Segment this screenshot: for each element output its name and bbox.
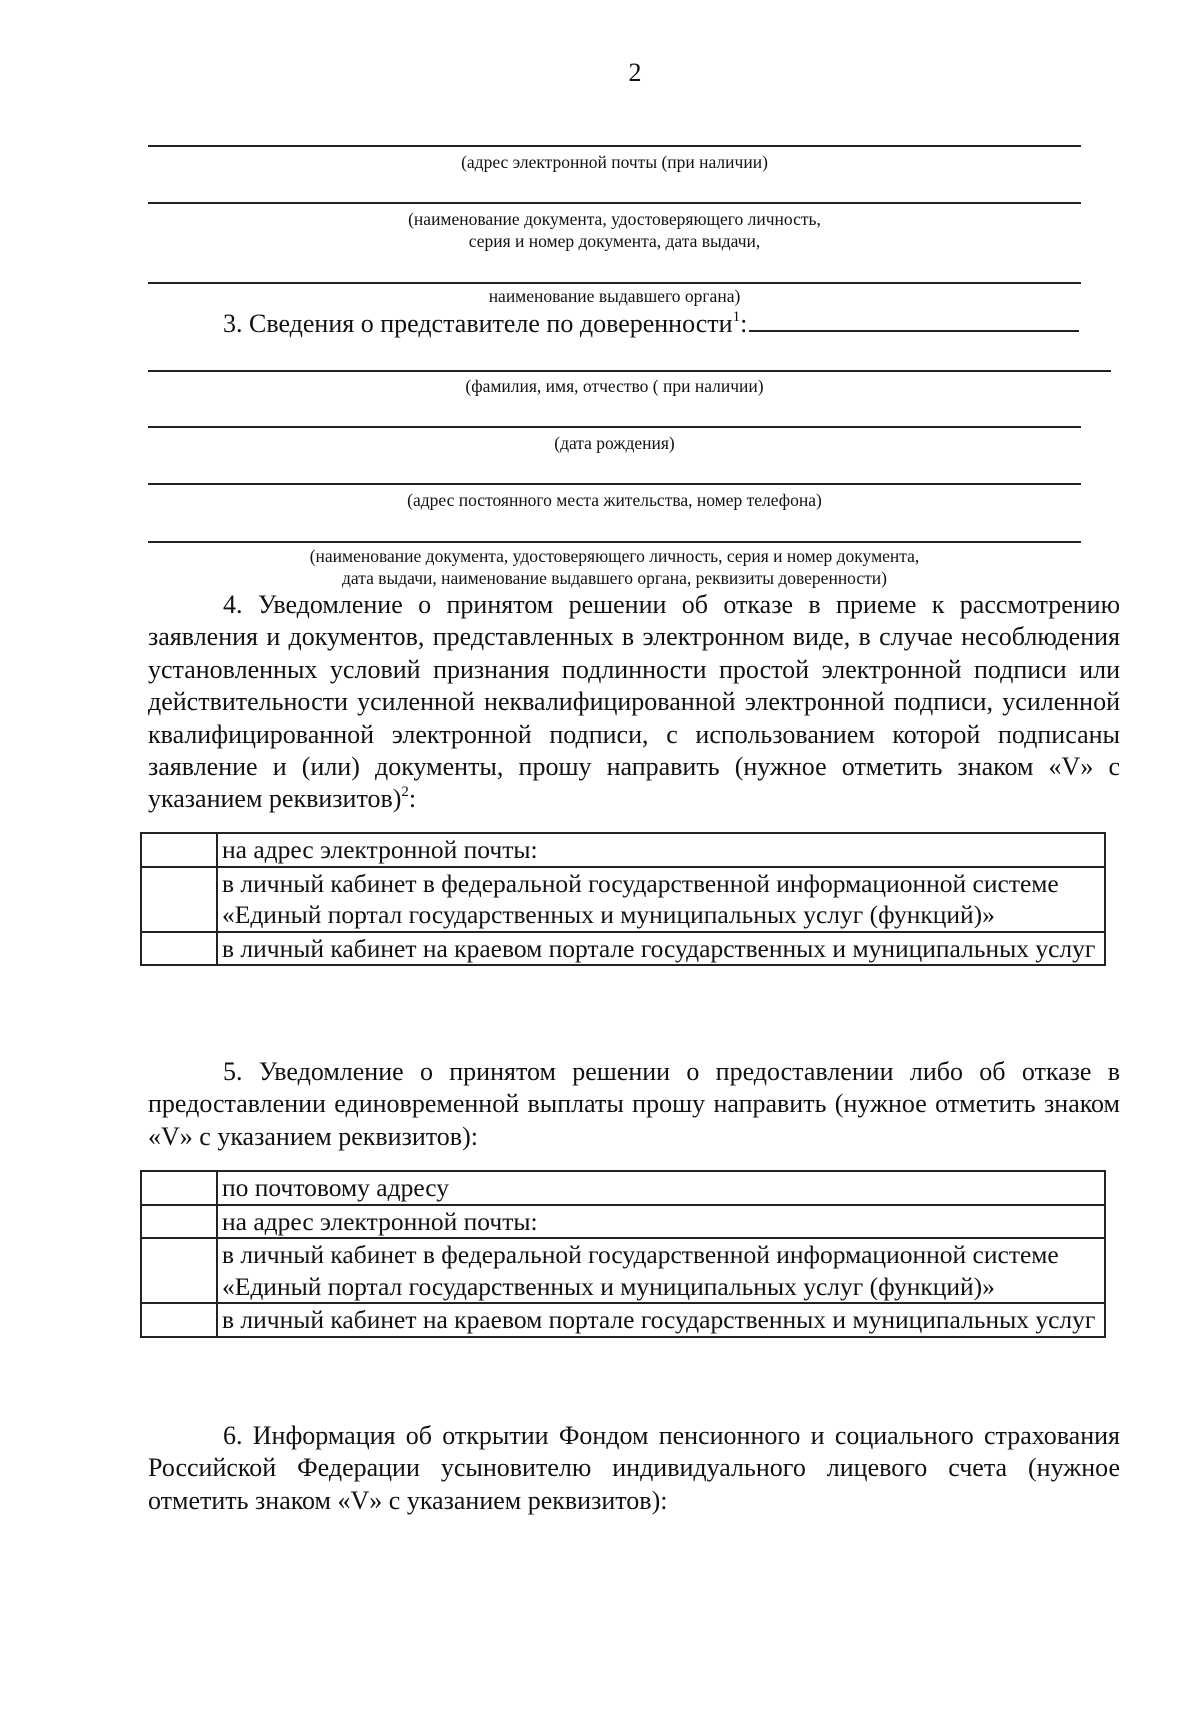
option-checkbox-cell[interactable] [141, 833, 217, 867]
section-5-paragraph: 5. Уведомление о принятом решении о предоставлении либо об отказе в предоставлении единовременной выплаты прошу направить (нужное отметить знаком «V» с указанием реквизитов): [148, 1057, 1120, 1151]
option-row [141, 1205, 1105, 1239]
option-label: в личный кабинет на краевом портале государственных и муниципальных услуг [217, 932, 1105, 966]
section-4-paragraph: 4. Уведомление о принятом решении об отказе в приеме к рассмотрению заявления и документов, представленных в электронном виде, в случае несоблюдения установленных условий признания подлинности простой электронной подписи или действительности усиленной неквалифицированной электронной подписи, усиленной квалифицированной электронной подписи, с использованием которой подписаны заявление и (или) документы, прошу направить (нужное отметить знаком «V» с указанием реквизитов)$^2$: [148, 590, 1120, 814]
option-checkbox-cell[interactable] [141, 867, 217, 932]
option-row [141, 1238, 1105, 1303]
rep-document-caption-1: (наименование документа, удостоверяющего личность, серия и номер документа, [309, 546, 920, 566]
issuer-field-line[interactable] [148, 282, 1081, 284]
rep-address-caption: (адрес постоянного места жительства, номер телефона) [407, 490, 822, 510]
option-label: на адрес электронной почты: [217, 833, 1105, 867]
email-caption: (адрес электронной почты (при наличии) [461, 152, 768, 172]
section-5-options-table [140, 1170, 1106, 1338]
footnote-mark-2: 2 [401, 784, 409, 801]
section-4-options-table [140, 832, 1106, 966]
rep-document-field-line[interactable] [148, 541, 1081, 543]
option-label: в личный кабинет на краевом портале государственных и муниципальных услуг [217, 1303, 1105, 1337]
option-checkbox-cell[interactable] [141, 1171, 217, 1205]
option-label: на адрес электронной почты: [217, 1205, 1105, 1239]
rep-birth-caption: (дата рождения) [554, 433, 675, 453]
option-row [141, 867, 1105, 932]
id-document-caption-1: (наименование документа, удостоверяющего личность, [408, 209, 821, 229]
page-number: 2 [628, 58, 642, 87]
rep-name-caption: (фамилия, имя, отчество ( при наличии) [465, 376, 764, 396]
representative-field-line[interactable] [749, 308, 1079, 332]
option-row [141, 932, 1105, 966]
rep-document-caption-2: дата выдачи, наименование выдавшего органа, реквизиты доверенности) [342, 568, 887, 588]
rep-birth-field-line[interactable] [148, 426, 1081, 428]
id-document-field-line[interactable] [148, 202, 1081, 204]
footnote-mark-1: 1 [732, 308, 741, 325]
option-label: в личный кабинет в федеральной государственной информационной системе «Единый портал государственных и муниципальных услуг (функций)» [217, 1238, 1105, 1303]
option-checkbox-cell[interactable] [141, 932, 217, 966]
rep-address-field-line[interactable] [148, 483, 1081, 485]
option-checkbox-cell[interactable] [141, 1303, 217, 1337]
email-field-line[interactable] [148, 145, 1081, 147]
option-row [141, 1171, 1105, 1205]
section-3-heading: 3. Сведения о представителе по доверенности$^1$: [223, 308, 1079, 340]
rep-name-field-line[interactable] [148, 370, 1111, 372]
issuer-caption: наименование выдавшего органа) [488, 286, 741, 306]
option-label: в личный кабинет в федеральной государственной информационной системе «Единый портал государственных и муниципальных услуг (функций)» [217, 867, 1105, 932]
section-3-title: 3. Сведения о представителе по доверенности [223, 309, 733, 338]
option-checkbox-cell[interactable] [141, 1205, 217, 1239]
id-document-caption-2: серия и номер документа, дата выдачи, [468, 231, 761, 251]
section-6-paragraph: 6. Информация об открытии Фондом пенсионного и социального страхования Российской Федерации усыновителю индивидуального лицевого счета (нужное отметить знаком «V» с указанием реквизитов): [148, 1421, 1120, 1515]
option-row [141, 1303, 1105, 1337]
option-label: по почтовому адресу [217, 1171, 1105, 1205]
option-row [141, 833, 1105, 867]
option-checkbox-cell[interactable] [141, 1238, 217, 1303]
